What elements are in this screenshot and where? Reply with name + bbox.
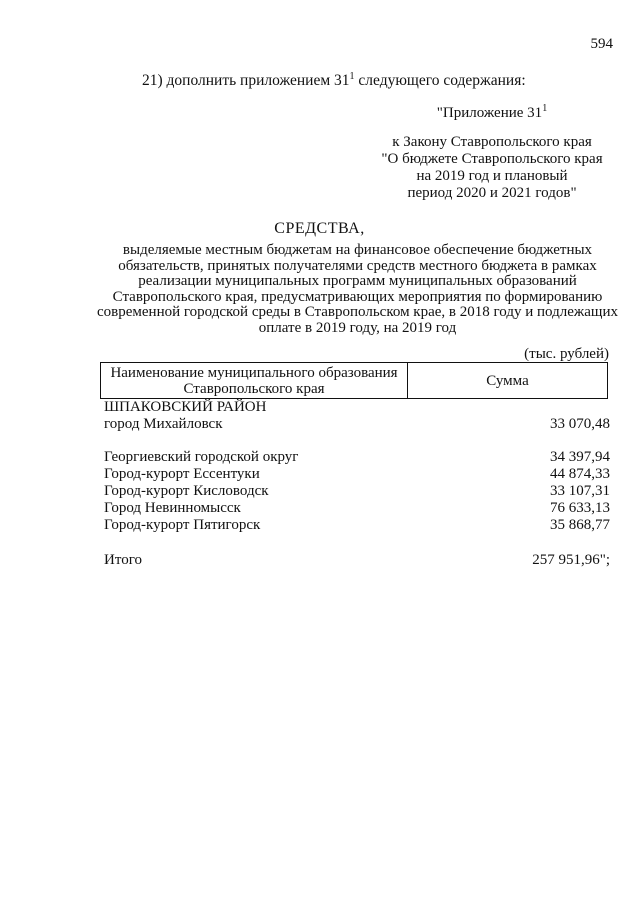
- total-value: 257 951,96";: [532, 552, 610, 568]
- document-title: СРЕДСТВА,: [274, 220, 365, 237]
- table-row: [104, 466, 610, 483]
- units-label: (тыс. рублей): [524, 346, 609, 362]
- column-header-name: Наименование муниципального образования Ставропольского края: [101, 363, 408, 399]
- row-name: Город Невинномысск: [104, 500, 241, 516]
- total-label: Итого: [104, 552, 142, 568]
- table-body: [104, 399, 610, 569]
- section-row: [104, 399, 610, 416]
- row-name: Город-курорт Кисловодск: [104, 483, 269, 499]
- row-value: 33 107,31: [550, 483, 610, 499]
- row-value: 44 874,33: [550, 466, 610, 482]
- amendment-superscript: 1: [349, 70, 355, 82]
- appendix-title: [372, 105, 612, 122]
- amendment-line: [142, 72, 526, 90]
- amendment-tail: следующего содержания:: [354, 72, 526, 89]
- table-header-row: [101, 363, 608, 399]
- row-value: 33 070,48: [550, 416, 610, 432]
- total-row: [104, 552, 610, 569]
- section-label: ШПАКОВСКИЙ РАЙОН: [104, 399, 267, 415]
- column-header-sum: Сумма: [408, 363, 608, 399]
- appendix-line: к Закону Ставропольского края: [392, 134, 592, 150]
- appendix-title-superscript: 1: [542, 103, 548, 114]
- header-table: [100, 362, 608, 399]
- table-row: [104, 483, 610, 500]
- row-value: 35 868,77: [550, 517, 610, 533]
- appendix-line: "О бюджете Ставропольского края: [381, 151, 603, 167]
- amendment-text: 21) дополнить приложением 31: [142, 72, 350, 89]
- row-value: 34 397,94: [550, 449, 610, 465]
- appendix-line: период 2020 и 2021 годов": [407, 185, 577, 201]
- table-row: [104, 500, 610, 517]
- row-name: Георгиевский городской округ: [104, 449, 299, 465]
- table-row: [104, 517, 610, 534]
- row-name: Город-курорт Пятигорск: [104, 517, 261, 533]
- appendix-title-text: "Приложение 31: [436, 105, 543, 121]
- table-row: [104, 449, 610, 466]
- appendix-heading: [372, 105, 612, 202]
- page-number: 594: [590, 36, 613, 52]
- row-name: город Михайловск: [104, 416, 223, 432]
- table-row: [104, 416, 610, 433]
- row-value: 76 633,13: [550, 500, 610, 516]
- row-name: Город-курорт Ессентуки: [104, 466, 260, 482]
- document-subtitle: выделяемые местным бюджетам на финансовое обеспечение бюджетных обязательств, принятых получателями средств местного бюджета в рамках реализации муниципальных программ муниципальных образований Ставропольского края, предусматривающих мероприятия по формированию современной городской среды в Ставропольском крае, в 2018 году и подлежащих оплате в 2019 году, на 2019 год: [97, 242, 618, 336]
- appendix-line: на 2019 год и плановый: [416, 168, 568, 184]
